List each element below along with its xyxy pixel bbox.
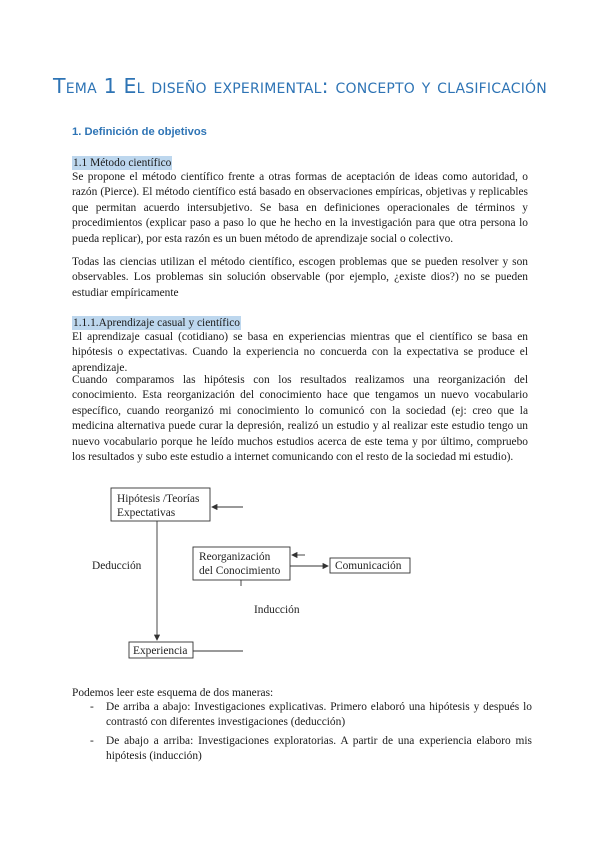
page-title: Tema 1 El diseño experimental: concepto y clasificación	[53, 74, 547, 98]
section-heading: 1. Definición de objetivos	[72, 126, 207, 138]
comunicacion-label: Comunicación	[335, 560, 402, 572]
list-item: - De abajo a arriba: Investigaciones exploratorias. A partir de una experiencia elaboro mis hipótesis (inducción)	[90, 734, 532, 763]
hipotesis-label-1: Hipótesis /Teorías	[117, 493, 200, 505]
paragraph-metodo-2: Todas las ciencias utilizan el método científico, escogen problemas que se pueden resolver y son observables. Los problemas sin solución observable (por ejemplo, ¿existe dios?) no se pueden estudiar empíricamente	[72, 256, 528, 299]
paragraph-aprendizaje-1: El aprendizaje casual (cotidiano) se basa en experiencias mientras que el científico se basa en hipótesis o expectativas. Cuando la experiencia no concuerda con la expectativa se produce el aprendizaje.	[72, 331, 528, 374]
deduccion-label: Deducción	[92, 560, 142, 572]
paragraph-metodo-1: Se propone el método científico frente a otras formas de aceptación de ideas como autoridad, o razón (Pierce). El método científico está basado en observaciones empíricas, objetivas y replicables que permitan acuerdo intersubjetivo. Se basa en definiciones operacionales de términos y procedimientos (explicar paso a paso lo que he hecho en la investigación para que otra persona lo pueda replicar), por esta razón es un buen método de aprendizaje social o colectivo.	[72, 171, 528, 245]
induccion-label: Inducción	[254, 604, 300, 616]
reorganizacion-label-2: del Conocimiento	[199, 565, 281, 577]
reorganizacion-label-1: Reorganización	[199, 551, 271, 563]
reading-list	[72, 700, 532, 768]
subsection-heading-metodo: 1.1 Método científico	[73, 157, 172, 169]
hipotesis-label-2: Expectativas	[117, 507, 176, 519]
subsection-heading-aprendizaje: 1.1.1.Aprendizaje casual y científico	[73, 317, 240, 329]
reading-intro: Podemos leer este esquema de dos maneras:	[72, 687, 274, 699]
list-item: - De arriba a abajo: Investigaciones explicativas. Primero elaboró una hipótesis y después lo contrastó con diferentes investigaciones (deducción)	[90, 701, 532, 729]
paragraph-aprendizaje-2: Cuando comparamos las hipótesis con los resultados realizamos una reorganización del conocimiento. Esta reorganización del conocimiento hace que tengamos un nuevo vocabulario específico, cuando reorganizó mi conocimiento lo comunicó con la sociedad (ej: creo que la medicina alternativa puede curar la depresión, realizó un estudio y al realizar este estudio tengo un nuevo vocabulario porque he leído muchos estudios acerca de este tema y por último, compruebo los resultados y subo este estudio a internet comunicando con el resto de la sociedad mi estudio).	[72, 374, 528, 464]
experiencia-label: Experiencia	[133, 645, 188, 657]
